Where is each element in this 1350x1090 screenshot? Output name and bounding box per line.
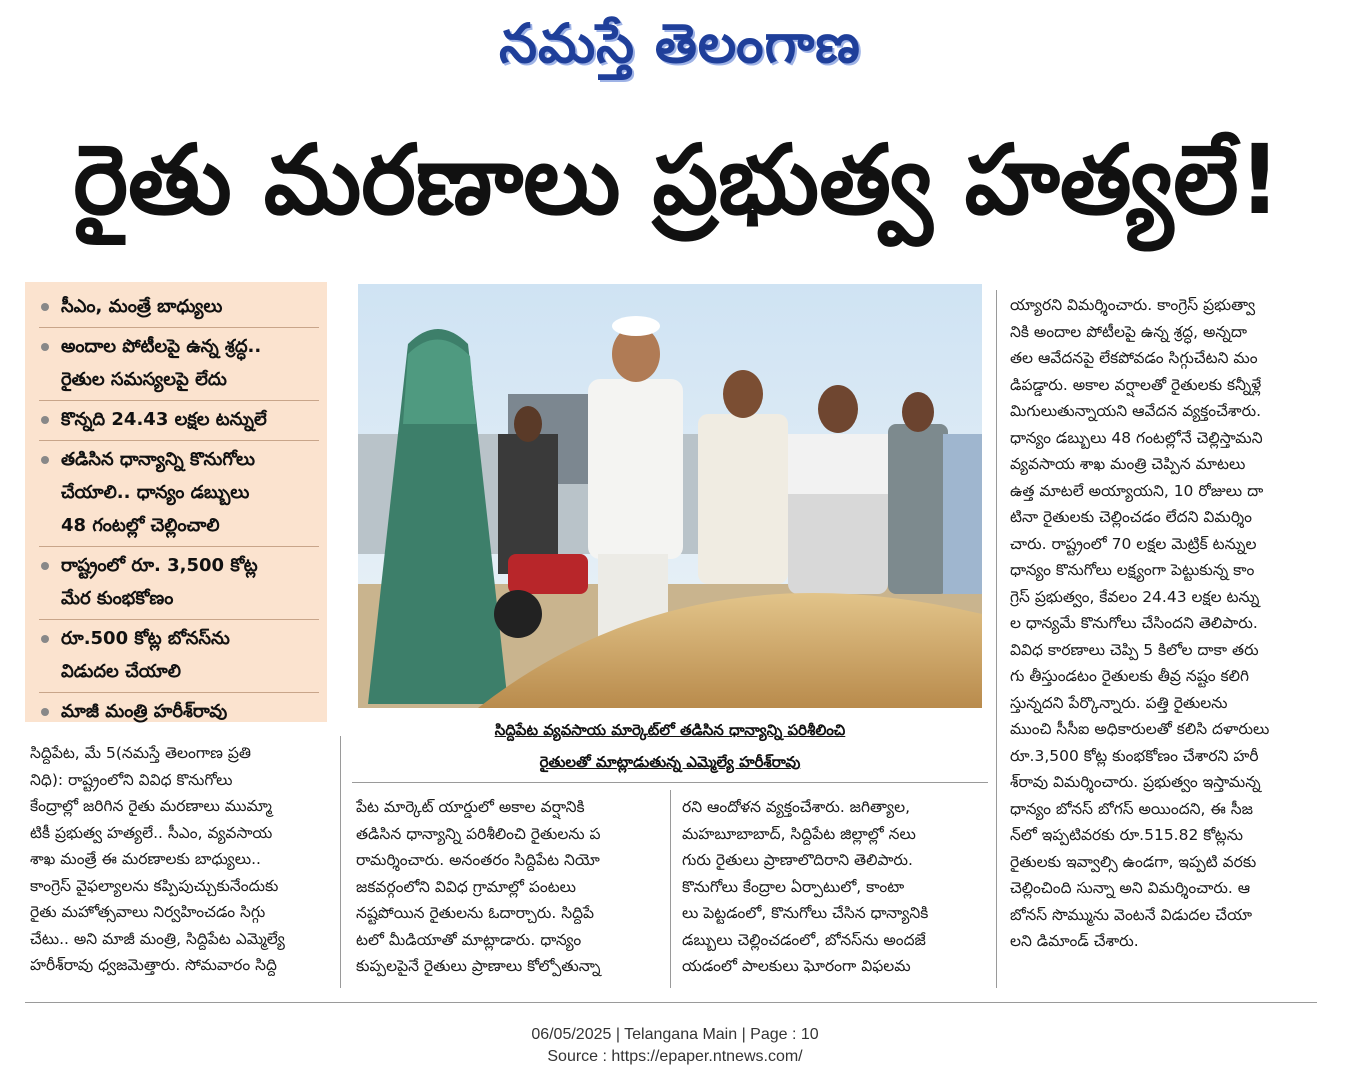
caption-line-1: సిద్దిపేట వ్యవసాయ మార్కెట్‌లో తడిసిన ధాన్యాన్ని పరిశీలించి [494,721,846,739]
article-line: ధాన్యం బోనస్ బోగస్ అయిందని, ఈ సీజ [1010,799,1253,818]
highlight-item [39,403,319,436]
article-line: బోనస్ సొమ్మును వెంటనే విడుదల చేయా [1010,905,1252,924]
article-line: నష్టపోయిన రైతులను ఓదార్చారు. సిద్దిపే [356,904,595,922]
article-line: సిద్దిపేట, మే 5(నమస్తే తెలంగాణ ప్రతి [30,744,252,762]
footer-source: Source : https://epaper.ntnews.com/ [547,1048,803,1065]
highlight-line: అందాల పోటీలపై ఉన్న శ్రద్ధ.. [61,336,262,357]
highlight-item [39,443,319,542]
article-line: గురు రైతులు ప్రాణాలొదిరాని తెలిపారు. [682,851,913,869]
highlight-divider [39,692,319,693]
newspaper-masthead: నమస్తే తెలంగాణ [499,11,861,75]
article-line: శాఖ మంత్రే ఈ మరణాలకు బాధ్యులు.. [30,850,261,868]
caption-divider [352,782,988,783]
highlight-item [39,330,319,396]
highlight-item [39,290,319,323]
footer-divider [25,1002,1317,1003]
article-line: ల ధాన్యమే కొనుగోలు చేసిందని తెలిపారు. [1010,614,1258,632]
article-line: మిగులుతున్నాయని ఆవేదన వ్యక్తంచేశారు. [1010,402,1262,420]
highlight-line: కొన్నది 24.43 లక్షల టన్నులే [61,409,267,430]
article-line: డిపడ్డారు. అకాల వర్షాలతో రైతులకు కన్నీళ్లే [1010,375,1262,394]
highlight-divider [39,400,319,401]
bullet-icon [41,303,49,311]
highlight-divider [39,327,319,328]
article-column-left [30,740,330,979]
news-photo [358,284,982,708]
footer [0,1024,1350,1068]
highlight-item [39,622,319,688]
bullet-icon [41,635,49,643]
highlight-line: మేర కుంభకోణం [61,588,174,609]
article-line: వివిధ కారణాలు చెప్పి 5 కిలోల దాకా తరు [1010,640,1259,659]
bullet-icon [41,562,49,570]
article-line: డబ్బులు చెల్లించడంలో, బోనస్‌ను అందజే [682,930,926,949]
headline: రైతు మరణాలు ప్రభుత్వ హత్యలే! [73,124,1281,236]
highlight-divider [39,546,319,547]
bullet-icon [41,708,49,716]
bullet-icon [41,343,49,351]
article-line: టలో మీడియాతో మాట్లాడారు. ధాన్యం [356,930,582,949]
article-line: శ్‌రావు విమర్శించారు. ప్రభుత్వం ఇస్తామన్న [1010,773,1261,791]
article-line: లని డిమాండ్ చేశారు. [1010,932,1139,950]
highlight-line: విడుదల చేయాలి [61,661,181,682]
article-line: చెల్లించింది సున్నా అని విమర్శించారు. ఆ [1010,879,1251,897]
column-divider [670,790,671,988]
caption-line-2: రైతులతో మాట్లాడుతున్న ఎమ్మెల్యే హరీశ్‌రావు [539,753,801,771]
article-line: ధాన్యం కొనుగోలు లక్ష్యంగా పెట్టుకున్న కాం [1010,561,1255,579]
article-line: కేంద్రాల్లో జరిగిన రైతు మరణాలు ముమ్మా [30,797,272,815]
article-line: చేటు.. అని మాజీ మంత్రి, సిద్దిపేట ఎమ్మెల్యే [30,929,285,948]
article-line: పేట మార్కెట్ యార్డులో అకాల వర్షానికి [356,798,585,816]
article-line: కొనుగోలు కేంద్రాల ఏర్పాటులో, కాంటా [682,877,905,896]
footer-date-page: 06/05/2025 | Telangana Main | Page : 10 [531,1026,819,1043]
highlights-box [25,282,327,722]
article-line: లు పెట్టడంలో, కొనుగోలు చేసిన ధాన్యానికి [682,904,929,922]
highlight-line: చేయాలి.. ధాన్యం డబ్బులు [61,482,250,503]
article-column-right [1010,292,1320,955]
article-line: కాంగ్రెస్ వైఫల్యాలను కప్పిపుచ్చుకునేందుకు [30,876,279,895]
article-line: నిధి): రాష్ట్రంలోని వివిధ కొనుగోలు [30,770,233,789]
article-line: రని ఆందోళన వ్యక్తంచేశారు. జగిత్యాల, [682,798,911,816]
highlight-divider [39,440,319,441]
highlight-line: రూ.500 కోట్ల బోనస్‌ను [61,628,230,649]
article-line: ముంచి సీసీఐ అధికారులతో కలిసి దళారులు [1010,720,1270,738]
bullet-icon [41,456,49,464]
highlight-line: రాష్ట్రంలో రూ. 3,500 కోట్ల [61,555,258,576]
highlight-line: తడిసిన ధాన్యాన్ని కొనుగోలు [61,449,256,470]
article-line: న్‌లో ఇప్పటివరకు రూ.515.82 కోట్లను [1010,826,1243,844]
article-line: య్యారని విమర్శించారు. కాంగ్రెస్ ప్రభుత్వా [1010,296,1256,314]
column-divider [996,290,997,988]
article-line: గ్రెస్ ప్రభుత్వం, కేవలం 24.43 లక్షల టన్ను [1010,587,1260,606]
article-line: రామర్శించారు. అనంతరం సిద్దిపేట నియో [356,851,600,869]
article-line: హరీశ్‌రావు ధ్వజమెత్తారు. సోమవారం సిద్ది [30,956,277,974]
article-line: జకవర్గంలోని వివిధ గ్రామాల్లో పంటలు [356,877,577,896]
highlight-line: సీఎం, మంత్రే బాధ్యులు [61,296,223,317]
highlight-item [39,549,319,615]
article-line: ఉత్త మాటలే అయ్యాయని, 10 రోజులు దా [1010,481,1264,500]
article-line: తడిసిన ధాన్యాన్ని పరిశీలించి రైతులను ప [356,824,601,843]
highlight-line: మాజీ మంత్రి హరీశ్‌రావు [61,701,228,722]
article-line: ధాన్యం డబ్బులు 48 గంటల్లోనే చెల్లిస్తామని [1010,428,1263,447]
article-line: మహబూబాబాద్, సిద్దిపేట జిల్లాల్లో నలు [682,824,916,843]
photo-caption [358,714,982,778]
article-line: వ్యవసాయ శాఖ మంత్రి చెప్పిన మాటలు [1010,455,1246,473]
article-column-middle-2 [682,794,988,980]
article-line: కుప్పలపైనే రైతులు ప్రాణాలు కోల్పోతున్నా [356,957,601,975]
article-line: టికీ ప్రభుత్వ హత్యలే.. సీఎం, వ్యవసాయ [30,823,273,842]
column-divider [340,736,341,988]
article-line: స్తున్నదని పేర్కొన్నారు. పత్తి రైతులను [1010,693,1228,712]
photo-illustration [358,284,982,708]
bullet-icon [41,416,49,424]
highlight-line: రైతుల సమస్యలపై లేదు [61,369,227,390]
highlight-line: 48 గంటల్లో చెల్లించాలి [61,515,220,536]
article-line: చారు. రాష్ట్రంలో 70 లక్షల మెట్రిక్ టన్నుల [1010,534,1257,553]
article-line: నికి అందాల పోటీలపై ఉన్న శ్రద్ధ, అన్నదా [1010,322,1247,341]
article-line: గు తీస్తుండటం రైతులకు తీవ్ర నష్టం కలిగి [1010,667,1250,685]
article-line: రైతులకు ఇవ్వాల్సి ఉండగా, ఇప్పటి వరకు [1010,852,1257,871]
article-line: రూ.3,500 కోట్ల కుంభకోణం చేశారని హరీ [1010,746,1259,765]
highlight-divider [39,619,319,620]
article-line: రైతు మహోత్సవాలు నిర్వహించడం సిగ్గు [30,903,266,921]
article-line: తల ఆవేదనపై లేకపోవడం సిగ్గుచేటని మం [1010,349,1258,367]
article-column-middle-1 [356,794,662,980]
highlight-item [39,695,319,728]
article-line: యడంలో పాలకులు ఘోరంగా విఫలమ [682,957,911,975]
article-line: టినా రైతులకు చెల్లించడం లేదని విమర్శిం [1010,508,1253,526]
